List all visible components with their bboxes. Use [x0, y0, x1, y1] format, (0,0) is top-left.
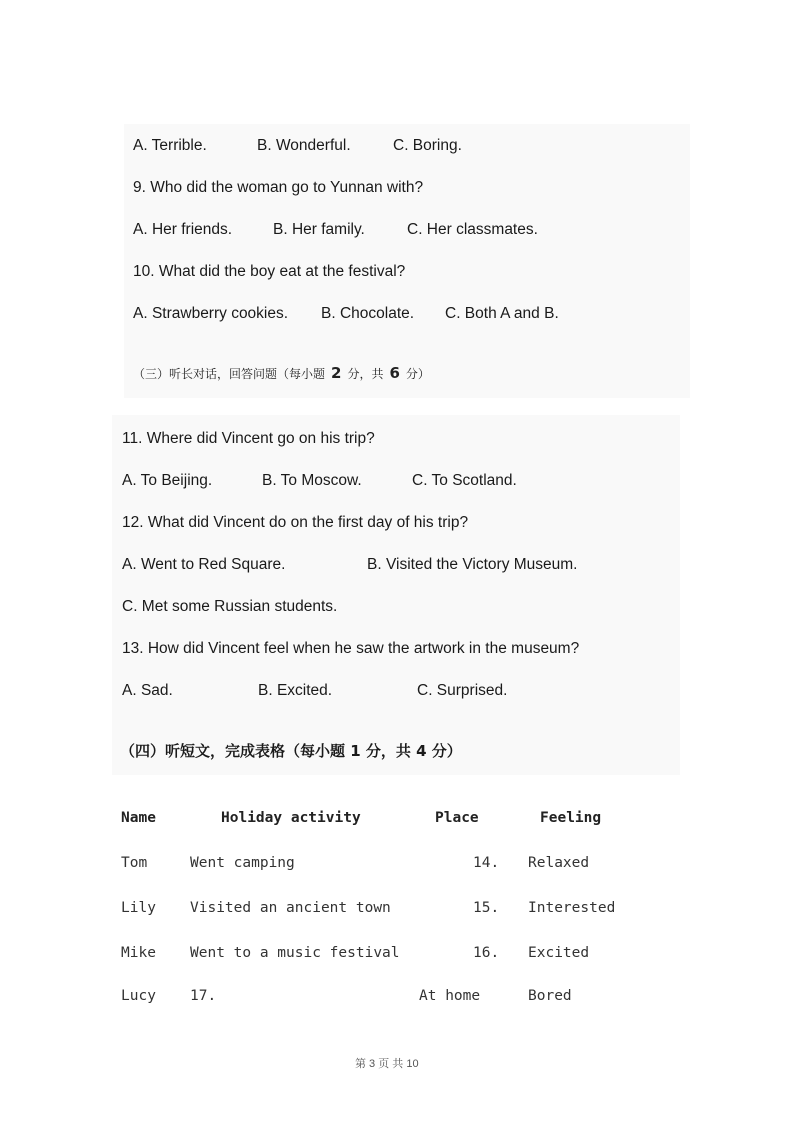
q11-option-a: A. To Beijing. [122, 472, 213, 489]
section4-heading: （四）听短文，完成表格（每小题 1 分，共 4 分） [120, 742, 462, 760]
table-cell-activity: Visited an ancient town [190, 900, 391, 916]
section3-heading: （三）听长对话，回答问题（每小题 2 分，共 6 分） [133, 364, 430, 382]
table-cell-activity: 17. [190, 988, 217, 1004]
q13-question: 13. How did Vincent feel when he saw the artwork in the museum? [122, 640, 580, 657]
q10-question: 10. What did the boy eat at the festival? [133, 263, 406, 280]
q9-option-b: B. Her family. [273, 221, 365, 238]
table-header-name: Name [121, 810, 156, 826]
table-cell-place: At home [419, 988, 481, 1004]
table-cell-place: 14. [473, 855, 500, 871]
q10-option-c: C. Both A and B. [445, 305, 559, 322]
table-cell-name: Mike [121, 945, 156, 961]
question-block-part2 [124, 124, 690, 398]
q9-question: 9. Who did the woman go to Yunnan with? [133, 179, 424, 196]
q11-option-b: B. To Moscow. [262, 472, 362, 489]
question-block-part3 [112, 415, 680, 775]
section3-total: 6 [389, 364, 400, 382]
q10-option-b: B. Chocolate. [321, 305, 415, 322]
table-cell-activity: Went to a music festival [190, 945, 400, 961]
q12-option-a: A. Went to Red Square. [122, 556, 286, 573]
table-cell-name: Lucy [121, 988, 156, 1004]
q11-question: 11. Where did Vincent go on his trip? [122, 430, 375, 447]
table-cell-name: Lily [121, 900, 156, 916]
table-cell-place: 15. [473, 900, 500, 916]
table-cell-feeling: Bored [528, 988, 572, 1004]
q9-option-c: C. Her classmates. [407, 221, 538, 238]
table-header-activity: Holiday activity [221, 810, 361, 826]
table-cell-feeling: Interested [528, 900, 616, 916]
q12-option-c: C. Met some Russian students. [122, 598, 338, 615]
q8-option-b: B. Wonderful. [257, 137, 351, 154]
q13-option-b: B. Excited. [258, 682, 333, 699]
table-header-place: Place [435, 810, 479, 826]
q8-option-c: C. Boring. [393, 137, 462, 154]
table-cell-activity: Went camping [190, 855, 295, 871]
q8-option-a: A. Terrible. [133, 137, 207, 154]
table-cell-place: 16. [473, 945, 500, 961]
table-cell-feeling: Relaxed [528, 855, 590, 871]
q11-option-c: C. To Scotland. [412, 472, 517, 489]
page-footer: 第 3 页 共 10 [355, 1058, 419, 1070]
table-header-feeling: Feeling [540, 810, 602, 826]
table-cell-name: Tom [121, 855, 148, 871]
q12-option-b: B. Visited the Victory Museum. [367, 556, 578, 573]
q10-option-a: A. Strawberry cookies. [133, 305, 289, 322]
q13-option-a: A. Sad. [122, 682, 173, 699]
q13-option-c: C. Surprised. [417, 682, 508, 699]
section3-points: 2 [331, 364, 342, 382]
q9-option-a: A. Her friends. [133, 221, 233, 238]
q12-question: 12. What did Vincent do on the first day of his trip? [122, 514, 469, 531]
table-cell-feeling: Excited [528, 945, 590, 961]
